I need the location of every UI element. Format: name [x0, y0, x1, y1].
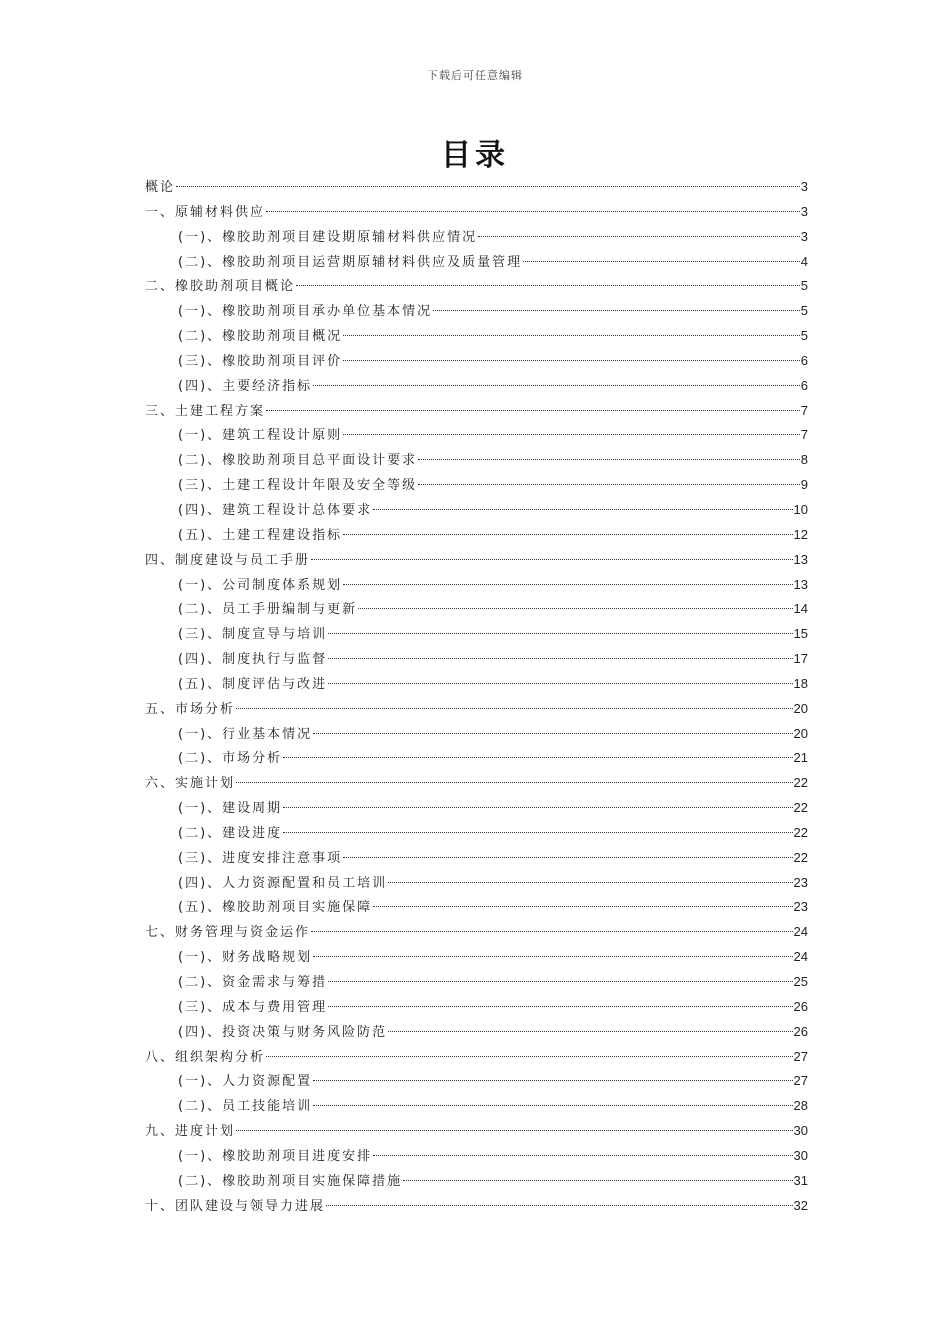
toc-dot-leader	[266, 211, 800, 212]
toc-dot-leader	[418, 484, 800, 485]
toc-entry-label: 六、实施计划	[145, 776, 236, 792]
toc-dot-leader	[358, 608, 792, 609]
toc-dot-leader	[328, 981, 792, 982]
toc-dot-leader	[373, 509, 792, 510]
toc-entry[interactable]	[145, 871, 808, 896]
toc-dot-leader	[313, 733, 792, 734]
toc-entry[interactable]	[145, 423, 808, 448]
toc-dot-leader	[433, 310, 800, 311]
toc-entry[interactable]	[145, 399, 808, 424]
toc-entry-label: (五)、土建工程建设指标	[178, 527, 343, 543]
toc-entry-label: (二)、资金需求与筹措	[178, 975, 328, 990]
toc-entry[interactable]	[145, 225, 808, 250]
toc-page-number: 23	[793, 899, 808, 915]
toc-entry[interactable]	[145, 1069, 808, 1094]
toc-dot-leader	[373, 1155, 792, 1156]
toc-entry[interactable]	[145, 672, 808, 697]
toc-dot-leader	[236, 1130, 793, 1131]
toc-entry[interactable]	[145, 498, 808, 523]
toc-page-number: 22	[793, 775, 808, 791]
toc-dot-leader	[313, 956, 792, 957]
toc-entry[interactable]	[145, 1045, 808, 1070]
toc-entry-label: 八、组织架构分析	[145, 1049, 266, 1065]
toc-page-number: 3	[800, 179, 808, 194]
toc-page-number: 27	[793, 1048, 808, 1064]
toc-page-number: 21	[793, 750, 808, 766]
toc-entry-label: (一)、公司制度体系规划	[178, 577, 343, 593]
toc-entry-label: (一)、行业基本情况	[178, 726, 313, 742]
toc-page-number: 28	[793, 1098, 808, 1114]
toc-entry[interactable]	[145, 299, 808, 324]
toc-entry-label: 九、进度计划	[145, 1124, 236, 1140]
toc-entry-label: (一)、财务战略规划	[178, 950, 313, 966]
toc-entry-label: (二)、橡胶助剂项目实施保障措施	[178, 1173, 403, 1189]
toc-dot-leader	[313, 385, 800, 386]
toc-entry-label: 五、市场分析	[145, 701, 236, 717]
toc-page-number: 12	[793, 526, 808, 542]
toc-entry-label: 七、财务管理与资金运作	[145, 925, 311, 941]
toc-page-number: 17	[793, 651, 808, 667]
toc-entry-label: 概论	[145, 180, 176, 195]
toc-page-number: 4	[800, 253, 808, 269]
toc-entry-label: (四)、建筑工程设计总体要求	[178, 502, 373, 518]
toc-entry[interactable]	[145, 771, 808, 796]
toc-page-number: 32	[793, 1197, 808, 1213]
toc-entry-label: (一)、橡胶助剂项目承办单位基本情况	[178, 304, 433, 320]
toc-entry[interactable]	[145, 374, 808, 399]
toc-entry[interactable]	[145, 1094, 808, 1119]
toc-entry-label: (二)、橡胶助剂项目总平面设计要求	[178, 453, 418, 469]
toc-entry-label: (三)、进度安排注意事项	[178, 850, 343, 866]
toc-page-number: 6	[800, 352, 808, 368]
toc-dot-leader	[328, 633, 792, 634]
toc-dot-leader	[266, 1056, 793, 1057]
toc-entry[interactable]	[145, 200, 808, 225]
toc-entry-label: (一)、建筑工程设计原则	[178, 428, 343, 444]
toc-dot-leader	[283, 832, 792, 833]
toc-dot-leader	[311, 931, 793, 932]
toc-entry[interactable]	[145, 746, 808, 771]
toc-page-number: 15	[793, 626, 808, 642]
toc-entry[interactable]	[145, 175, 808, 200]
toc-entry[interactable]	[145, 1194, 808, 1219]
toc-page-number: 23	[793, 874, 808, 890]
toc-dot-leader	[328, 658, 792, 659]
toc-entry-label: (三)、制度宣导与培训	[178, 627, 328, 643]
toc-entry-label: (二)、橡胶助剂项目概况	[178, 329, 343, 345]
toc-entry[interactable]	[145, 920, 808, 945]
toc-entry-label: (三)、橡胶助剂项目评价	[178, 353, 343, 369]
toc-entry-label: 四、制度建设与员工手册	[145, 552, 311, 568]
toc-page-number: 25	[793, 974, 808, 989]
toc-dot-leader	[328, 1006, 792, 1007]
toc-dot-leader	[326, 1205, 793, 1206]
toc-page-number: 8	[800, 452, 808, 468]
toc-page-number: 30	[793, 1123, 808, 1139]
toc-entry-label: (二)、橡胶助剂项目运营期原辅材料供应及质量管理	[178, 254, 523, 270]
toc-entry-label: (四)、制度执行与监督	[178, 652, 328, 668]
toc-entry[interactable]	[145, 995, 808, 1020]
toc-entry[interactable]	[145, 324, 808, 349]
toc-entry[interactable]	[145, 622, 808, 647]
toc-entry-label: (四)、主要经济指标	[178, 378, 313, 394]
toc-page-number: 3	[800, 203, 808, 219]
toc-dot-leader	[328, 683, 792, 684]
toc-entry[interactable]	[145, 448, 808, 473]
toc-dot-leader	[343, 584, 792, 585]
toc-dot-leader	[236, 782, 793, 783]
toc-entry[interactable]	[145, 821, 808, 846]
toc-page-number: 20	[793, 700, 808, 716]
toc-entry[interactable]	[145, 597, 808, 622]
toc-dot-leader	[343, 360, 800, 361]
toc-dot-leader	[283, 807, 792, 808]
toc-entry[interactable]	[145, 970, 808, 995]
toc-entry-label: (五)、橡胶助剂项目实施保障	[178, 900, 373, 916]
toc-entry-label: (二)、建设进度	[178, 825, 283, 841]
toc-page-number: 7	[800, 427, 808, 443]
toc-entry-label: 一、原辅材料供应	[145, 204, 266, 220]
toc-dot-leader	[236, 708, 793, 709]
toc-page-number: 22	[793, 849, 808, 865]
toc-dot-leader	[311, 559, 793, 560]
toc-page-number: 5	[800, 328, 808, 344]
toc-dot-leader	[266, 410, 800, 411]
toc-entry-label: (二)、市场分析	[178, 751, 283, 767]
toc-entry[interactable]	[145, 573, 808, 598]
toc-entry-label: (四)、投资决策与财务风险防范	[178, 1024, 388, 1040]
toc-dot-leader	[343, 335, 800, 336]
toc-page-number: 22	[793, 824, 808, 840]
toc-entry[interactable]	[145, 1119, 808, 1144]
toc-page-number: 26	[793, 998, 808, 1014]
toc-entry-label: (四)、人力资源配置和员工培训	[178, 875, 388, 891]
toc-entry[interactable]	[145, 523, 808, 548]
header-note: 下载后可任意编辑	[427, 69, 523, 82]
toc-dot-leader	[388, 882, 792, 883]
toc-entry[interactable]	[145, 945, 808, 970]
toc-entry[interactable]	[145, 697, 808, 722]
toc-entry-label: 十、团队建设与领导力进展	[145, 1198, 326, 1214]
toc-entry[interactable]	[145, 647, 808, 672]
toc-entry-label: (三)、土建工程设计年限及安全等级	[178, 478, 418, 494]
toc-entry[interactable]	[145, 1020, 808, 1045]
toc-dot-leader	[313, 1080, 792, 1081]
toc-entry[interactable]	[145, 895, 808, 920]
toc-entry-label: (一)、建设周期	[178, 801, 283, 817]
toc-page-number: 20	[793, 725, 808, 741]
toc-dot-leader	[343, 434, 800, 435]
toc-entry[interactable]	[145, 349, 808, 374]
toc-page-number: 13	[793, 551, 808, 567]
toc-dot-leader	[373, 906, 792, 907]
toc-page-number: 31	[793, 1172, 808, 1188]
toc-dot-leader	[478, 236, 800, 237]
toc-dot-leader	[313, 1105, 792, 1106]
toc-dot-leader	[388, 1031, 792, 1032]
toc-entry-label: 二、橡胶助剂项目概论	[145, 279, 296, 295]
toc-entry-label: (一)、橡胶助剂项目进度安排	[178, 1148, 373, 1164]
toc-page-number: 14	[793, 601, 808, 617]
toc-entry[interactable]	[145, 1169, 808, 1194]
toc-entry[interactable]	[145, 846, 808, 871]
toc-dot-leader	[176, 186, 800, 187]
toc-entry[interactable]	[145, 796, 808, 821]
toc-entry[interactable]	[145, 1144, 808, 1169]
toc-page-number: 7	[800, 402, 808, 418]
toc-title: 目录	[441, 138, 509, 173]
toc-entry[interactable]	[145, 250, 808, 275]
toc-dot-leader	[296, 285, 800, 286]
toc-entry-label: (二)、员工技能培训	[178, 1099, 313, 1115]
toc-page-number: 24	[793, 924, 808, 940]
toc-page-number: 22	[793, 800, 808, 816]
toc-page-number: 9	[800, 477, 808, 493]
toc-page-number: 3	[800, 228, 808, 244]
toc-page-number: 27	[793, 1073, 808, 1089]
toc-entry-label: (二)、员工手册编制与更新	[178, 602, 358, 618]
toc-page-number: 26	[793, 1023, 808, 1039]
toc-page-number: 6	[800, 377, 808, 393]
toc-entry[interactable]	[145, 548, 808, 573]
toc-dot-leader	[343, 857, 792, 858]
toc-page-number: 5	[800, 303, 808, 319]
toc-dot-leader	[523, 261, 800, 262]
toc-entry-label: (一)、人力资源配置	[178, 1074, 313, 1090]
table-of-contents	[145, 175, 808, 1218]
toc-entry[interactable]	[145, 722, 808, 747]
toc-entry[interactable]	[145, 473, 808, 498]
toc-entry-label: (三)、成本与费用管理	[178, 999, 328, 1015]
toc-dot-leader	[343, 534, 792, 535]
toc-page-number: 24	[793, 949, 808, 965]
toc-page-number: 13	[793, 576, 808, 592]
toc-page-number: 10	[793, 501, 808, 517]
toc-entry-label: 三、土建工程方案	[145, 403, 266, 419]
toc-entry[interactable]	[145, 274, 808, 299]
toc-page-number: 5	[800, 278, 808, 294]
toc-page-number: 30	[793, 1147, 808, 1163]
toc-entry-label: (一)、橡胶助剂项目建设期原辅材料供应情况	[178, 229, 478, 245]
toc-dot-leader	[418, 459, 800, 460]
toc-dot-leader	[283, 757, 792, 758]
toc-page-number: 18	[793, 675, 808, 691]
toc-dot-leader	[403, 1180, 792, 1181]
toc-entry-label: (五)、制度评估与改进	[178, 676, 328, 692]
